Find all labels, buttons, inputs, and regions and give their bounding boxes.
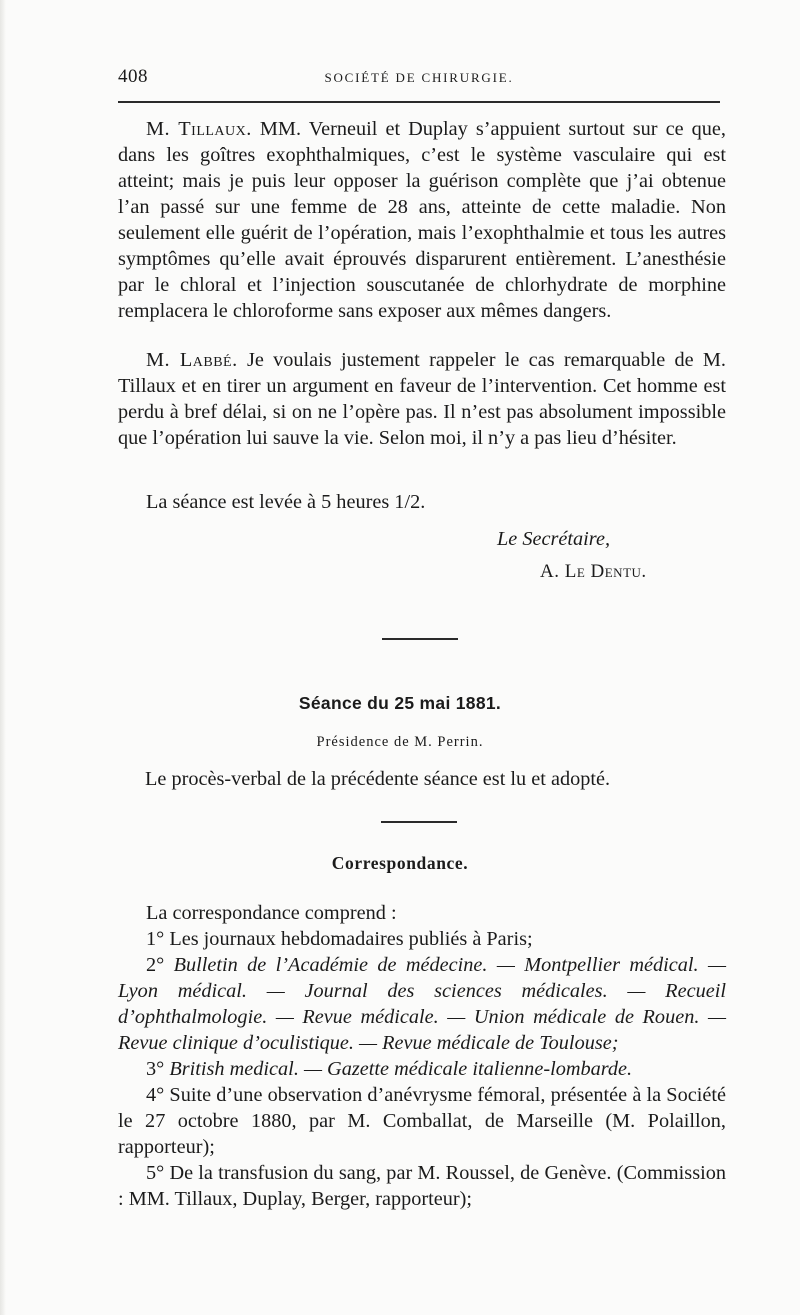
- speech-text: Je voulais justement rappeler le cas remarquable de M. Tillaux et en tirer un argument en faveur de l’intervention. Cet homme est perdu à bref délai, si on ne l’opère pas. Il n’est pas absolument impossible que l’opération lui sauve la vie. Selon moi, il n’y a pas lieu d’hésiter.: [118, 349, 726, 449]
- item-text: British medical. — Gazette médicale italienne-lombarde.: [169, 1058, 633, 1080]
- section-separator: [381, 821, 457, 823]
- list-item: 4° Suite d’une observation d’anévrysme fémoral, présentée à la Société le 27 octobre 1880, par M. Comballat, de Marseille (M. Polaillon, rapporteur);: [118, 1084, 726, 1158]
- presidency-line: Présidence de M. Perrin.: [316, 734, 484, 750]
- running-head: [118, 66, 720, 90]
- header-rule: [118, 101, 720, 103]
- item-number: 2°: [146, 954, 174, 976]
- section-separator: [382, 638, 458, 640]
- page-edge-shadow: [0, 0, 6, 1315]
- page-number: 408: [118, 66, 148, 87]
- minutes-line: Le procès-verbal de la précédente séance est lu et adopté.: [145, 768, 611, 790]
- item-text: Bulletin de l’Académie de médecine. — Montpellier médical. — Lyon médical. — Journal des sciences médicales. — Recueil d’ophthalmologie. — Revue médicale. — Union médicale de Rouen. — Revue clinique d’oculistique. — Revue médicale de Toulouse;: [118, 954, 726, 1054]
- list-item: [118, 1056, 726, 1082]
- paragraph-text: [118, 347, 726, 451]
- speaker-name: M. Tillaux.: [146, 118, 252, 140]
- speaker-name: M. Labbé.: [146, 349, 238, 371]
- correspondence-list: [118, 900, 726, 1212]
- paragraph-labbe: [118, 347, 726, 451]
- closing-text: La séance est levée à 5 heures 1/2.: [146, 491, 426, 513]
- signature-title: Le Secrétaire,: [497, 528, 611, 550]
- list-item: 1° Les journaux hebdomadaires publiés à Paris;: [146, 928, 533, 950]
- correspondence-intro: La correspondance comprend :: [146, 902, 397, 924]
- list-item: 5° De la transfusion du sang, par M. Roussel, de Genève. (Commission : MM. Tillaux, Duplay, Berger, rapporteur);: [118, 1162, 726, 1210]
- paragraph-tillaux: [118, 116, 726, 324]
- running-title: SOCIÉTÉ DE CHIRURGIE.: [324, 70, 514, 85]
- correspondence-heading: Correspondance.: [331, 853, 469, 873]
- paragraph-closing: [118, 489, 726, 515]
- paragraph-text: [118, 116, 726, 324]
- item-number: 3°: [146, 1058, 170, 1080]
- session-title: Séance du 25 mai 1881.: [298, 693, 502, 713]
- speech-text: MM. Verneuil et Duplay s’appuient surtout sur ce que, dans les goîtres exophthalmiques, c’est le système vasculaire qui est atteint; mais je puis leur opposer la guérison complète que j’ai obtenue l’an passé sur une femme de 28 ans, atteinte de cette maladie. Non seulement elle guérit de l’opération, mais l’exophthalmie et tous les autres symptômes qu’elle avait éprouvés disparurent entièrement. L’anesthésie par le chloral et l’injection souscutanée de chlorhydrate de morphine remplacera le chloroforme sans exposer aux mêmes dangers.: [118, 118, 726, 322]
- list-item: [118, 952, 726, 1056]
- signature-name: A. Le Dentu.: [540, 561, 647, 582]
